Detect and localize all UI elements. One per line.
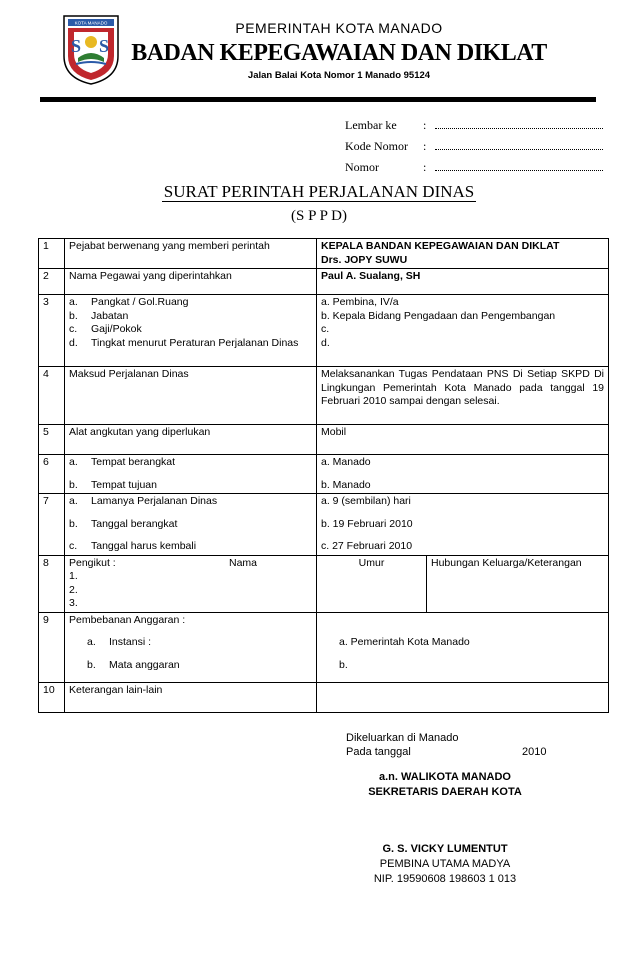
row-value: Paul A. Sualang, SH bbox=[317, 269, 609, 295]
on-behalf-of: a.n. WALIKOTA MANADO bbox=[379, 771, 511, 783]
document-title: SURAT PERINTAH PERJALANAN DINAS bbox=[163, 182, 475, 201]
row-number: 7 bbox=[39, 494, 65, 556]
logo-lettering: KOTA MANADO bbox=[74, 20, 108, 26]
document-subtitle: (S P P D) bbox=[291, 208, 347, 224]
row-number: 2 bbox=[39, 269, 65, 295]
row-label: Pembebanan Anggaran : a. Instansi : b. Mata anggaran bbox=[65, 612, 317, 682]
row-label: Alat angkutan yang diperlukan bbox=[65, 425, 317, 455]
row-number: 10 bbox=[39, 682, 65, 712]
row-label: Keterangan lain-lain bbox=[65, 682, 317, 712]
follower-age-header: Umur bbox=[317, 555, 427, 612]
signer-rank: PEMBINA UTAMA MADYA bbox=[379, 858, 511, 870]
row-label: Pengikut : Nama 1. 2. 3. bbox=[65, 555, 317, 612]
row-value: a. 9 (sembilan) hari b. 19 Februari 2010 c. 27 Februari 2010 bbox=[317, 494, 609, 556]
agency-address: Jalan Balai Kota Nomor 1 Manado 95124 bbox=[247, 70, 431, 81]
issue-year: 2010 bbox=[522, 746, 547, 758]
government-name: PEMERINTAH KOTA MANADO bbox=[235, 20, 443, 36]
row-label: Maksud Perjalanan Dinas bbox=[65, 367, 317, 425]
sppd-form-table bbox=[38, 238, 609, 713]
signer-position: SEKRETARIS DAERAH KOTA bbox=[368, 786, 522, 798]
row-label: a. Pangkat / Gol.Ruang b. Jabatan c. Gaji/Pokok d. Tingkat menurut Peraturan Perjalanan Dinas bbox=[65, 295, 317, 367]
follower-relation-header: Hubungan Keluarga/Keterangan bbox=[427, 555, 609, 612]
ref-number-field[interactable] bbox=[435, 162, 603, 171]
row-number: 8 bbox=[39, 555, 65, 612]
ref-sheet-number-field[interactable] bbox=[435, 120, 603, 129]
table-row bbox=[39, 455, 609, 494]
row-label: a. Tempat berangkat b. Tempat tujuan bbox=[65, 455, 317, 494]
row-label: Nama Pegawai yang diperintahkan bbox=[65, 269, 317, 295]
ref-number: Nomor : bbox=[345, 160, 603, 175]
issue-date-label: Pada tanggal bbox=[346, 746, 411, 758]
row-value: a. Pembina, IV/a b. Kepala Bidang Pengadaan dan Pengembangan c. d. bbox=[317, 295, 609, 367]
table-row bbox=[39, 612, 609, 682]
row-label: a. Lamanya Perjalanan Dinas b. Tanggal berangkat c. Tanggal harus kembali bbox=[65, 494, 317, 556]
agency-name: BADAN KEPEGAWAIAN DAN DIKLAT bbox=[131, 40, 547, 66]
signer-nip: NIP. 19590608 198603 1 013 bbox=[373, 873, 517, 885]
letterhead-rule bbox=[40, 97, 596, 102]
svg-text:S: S bbox=[71, 36, 82, 56]
table-row bbox=[39, 555, 609, 612]
svg-text:S: S bbox=[99, 36, 110, 56]
ref-sheet-number: Lembar ke : bbox=[345, 118, 603, 133]
row-number: 5 bbox=[39, 425, 65, 455]
row-number: 6 bbox=[39, 455, 65, 494]
table-row bbox=[39, 295, 609, 367]
signer-name: G. S. VICKY LUMENTUT bbox=[382, 843, 508, 855]
table-row bbox=[39, 367, 609, 425]
issued-at: Dikeluarkan di Manado bbox=[346, 732, 459, 744]
row-label: Pejabat berwenang yang memberi perintah bbox=[65, 239, 317, 269]
table-row bbox=[39, 269, 609, 295]
table-row bbox=[39, 494, 609, 556]
ref-code-number: Kode Nomor : bbox=[345, 139, 603, 154]
row-number: 9 bbox=[39, 612, 65, 682]
row-value: Mobil bbox=[317, 425, 609, 455]
row-number: 3 bbox=[39, 295, 65, 367]
row-value bbox=[317, 682, 609, 712]
row-value: a. Pemerintah Kota Manado b. bbox=[317, 612, 609, 682]
row-value: KEPALA BANDAN KEPEGAWAIAN DAN DIKLAT Drs. JOPY SUWU bbox=[317, 239, 609, 269]
row-value: Melaksanankan Tugas Pendataan PNS Di Setiap SKPD Di Lingkungan Pemerintah Kota Manado pada tanggal 19 Februari 2010 sampai dengan selesai. bbox=[317, 367, 609, 425]
table-row bbox=[39, 425, 609, 455]
table-row bbox=[39, 239, 609, 269]
row-number: 4 bbox=[39, 367, 65, 425]
ref-code-number-field[interactable] bbox=[435, 141, 603, 150]
row-number: 1 bbox=[39, 239, 65, 269]
table-row bbox=[39, 682, 609, 712]
row-value: a. Manado b. Manado bbox=[317, 455, 609, 494]
follower-name-header: Nama bbox=[229, 556, 258, 569]
